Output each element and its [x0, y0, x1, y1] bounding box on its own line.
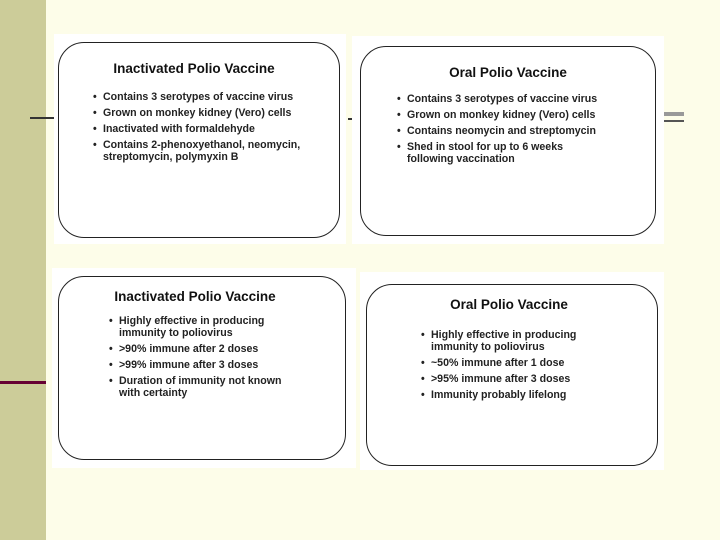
- bullet-icon: •: [109, 315, 113, 327]
- fact-item: [109, 315, 339, 339]
- bullet-icon: •: [421, 357, 425, 369]
- fact-item: [109, 343, 339, 355]
- fact-text: Contains 2-phenoxyethanol, neomycin, streptomycin, polymyxin B: [103, 139, 301, 163]
- card-ipv-composition: [58, 42, 340, 238]
- card-title: Oral Polio Vaccine: [450, 297, 568, 312]
- bullet-icon: •: [109, 343, 113, 355]
- fact-text: Contains 3 serotypes of vaccine virus: [407, 93, 598, 105]
- bullet-icon: •: [397, 93, 401, 105]
- fact-text: Highly effective in producing immunity to poliovirus: [431, 329, 577, 353]
- fact-text: Shed in stool for up to 6 weeks following vaccination: [407, 141, 563, 165]
- panel-ipv-efficacy: [52, 268, 356, 468]
- fact-item: [109, 359, 339, 371]
- bullet-icon: •: [397, 125, 401, 137]
- fact-text: ~50% immune after 1 dose: [431, 357, 565, 369]
- card-title: Oral Polio Vaccine: [449, 65, 567, 80]
- bullet-icon: •: [93, 91, 97, 103]
- divider-line-right-top: [664, 112, 684, 116]
- slide-accent-line: [0, 381, 46, 384]
- fact-list: [421, 329, 651, 405]
- fact-list: [397, 93, 649, 169]
- fact-list: [109, 315, 339, 403]
- fact-item: [397, 109, 649, 121]
- fact-item: [421, 373, 651, 385]
- divider-line-right-bottom: [664, 120, 684, 122]
- fact-list: [93, 91, 329, 167]
- fact-text: >90% immune after 2 doses: [119, 343, 259, 355]
- fact-item: [421, 389, 651, 401]
- bullet-icon: •: [93, 107, 97, 119]
- panel-ipv-composition: [54, 34, 346, 244]
- slide-side-bar: [0, 0, 46, 540]
- bullet-icon: •: [93, 123, 97, 135]
- bullet-icon: •: [93, 139, 97, 151]
- fact-item: [93, 107, 329, 119]
- fact-text: Contains neomycin and streptomycin: [407, 125, 596, 137]
- fact-item: [421, 329, 651, 353]
- card-opv-composition: [360, 46, 656, 236]
- fact-item: [93, 123, 329, 135]
- card-opv-efficacy: [366, 284, 658, 466]
- fact-item: [109, 375, 339, 399]
- fact-text: Highly effective in producing immunity to poliovirus: [119, 315, 265, 339]
- panel-opv-efficacy: [360, 272, 664, 470]
- fact-text: Immunity probably lifelong: [431, 389, 567, 401]
- bullet-icon: •: [109, 375, 113, 387]
- fact-text: >99% immune after 3 doses: [119, 359, 259, 371]
- fact-item: [397, 125, 649, 137]
- fact-item: [421, 357, 651, 369]
- bullet-icon: •: [109, 359, 113, 371]
- card-ipv-efficacy: [58, 276, 346, 460]
- fact-item: [93, 91, 329, 103]
- card-title: Inactivated Polio Vaccine: [113, 61, 275, 76]
- panel-opv-composition: [352, 36, 664, 244]
- bullet-icon: •: [421, 373, 425, 385]
- fact-text: Grown on monkey kidney (Vero) cells: [407, 109, 596, 121]
- bullet-icon: •: [397, 141, 401, 153]
- fact-item: [93, 139, 329, 163]
- bullet-icon: •: [421, 389, 425, 401]
- fact-text: >95% immune after 3 doses: [431, 373, 571, 385]
- bullet-icon: •: [421, 329, 425, 341]
- card-title: Inactivated Polio Vaccine: [114, 289, 276, 304]
- fact-text: Inactivated with formaldehyde: [103, 123, 255, 135]
- fact-text: Grown on monkey kidney (Vero) cells: [103, 107, 292, 119]
- fact-text: Contains 3 serotypes of vaccine virus: [103, 91, 294, 103]
- fact-item: [397, 141, 649, 165]
- bullet-icon: •: [397, 109, 401, 121]
- fact-item: [397, 93, 649, 105]
- fact-text: Duration of immunity not known with certainty: [119, 375, 282, 399]
